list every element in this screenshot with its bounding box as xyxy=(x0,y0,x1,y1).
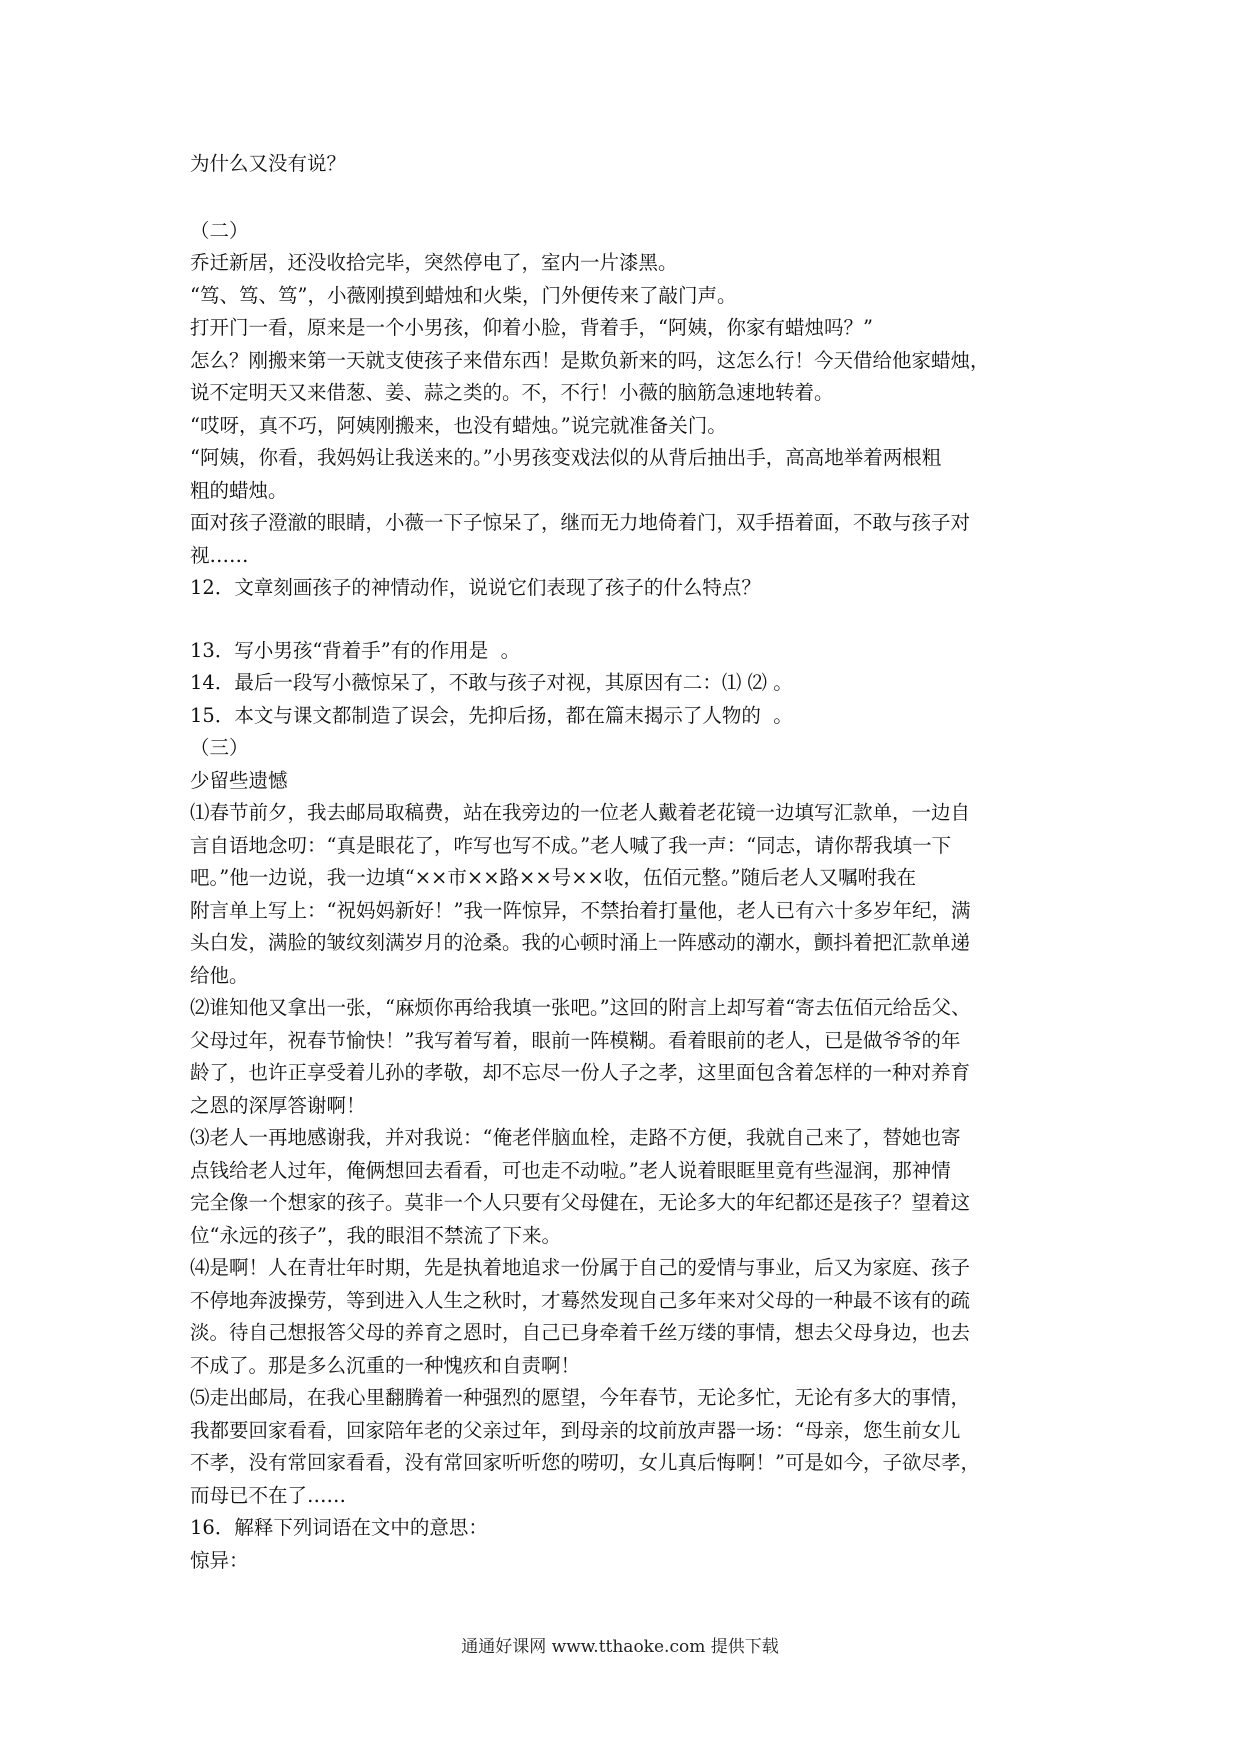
question-14: 14．最后一段写小薇惊呆了，不敢与孩子对视，其原因有二：⑴ ⑵ 。 xyxy=(190,671,793,694)
section-2-paragraph: 打开门一看，原来是一个小男孩，仰着小脸，背着手，“阿姨，你家有蜡烛吗？” xyxy=(190,316,873,339)
passage-line: ⑵谁知他又拿出一张，“麻烦你再给我填一张吧。”这回的附言上却写着“寄去伍佰元给岳父、 xyxy=(190,996,971,1019)
answer-space xyxy=(190,605,1065,635)
passage-line: 不成了。那是多么沉重的一种愧疚和自责啊！ xyxy=(190,1353,581,1377)
section-2-paragraph: 说不定明天又来借葱、姜、蒜之类的。不，不行！小薇的脑筋急速地转着。 xyxy=(190,381,834,404)
section-2-paragraph: 怎么？刚搬来第一天就支使孩子来借东西！是欺负新来的吗，这怎么行！今天借给他家蜡烛， xyxy=(190,348,990,372)
passage-line: 龄了，也许正享受着儿孙的孝敬，却不忘尽一份人子之孝，这里面包含着怎样的一种对养育 xyxy=(190,1061,971,1084)
question-15: 15．本文与课文都制造了误会，先抑后扬，都在篇末揭示了人物的 。 xyxy=(190,703,793,727)
passage-line: 我都要回家看看，回家陪年老的父亲过年，到母亲的坟前放声器一场：“母亲，您生前女儿 xyxy=(190,1418,961,1442)
passage-line: 不孝，没有常回家看看，没有常回家听听您的唠叨，女儿真后悔啊！”可是如今，子欲尽孝， xyxy=(190,1451,980,1474)
question-12: 12．文章刻画孩子的神情动作，说说它们表现了孩子的什么特点？ xyxy=(190,576,761,599)
passage-line: 附言单上写上：“祝妈妈新好！”我一阵惊异，不禁抬着打量他，老人已有六十多岁年纪，满 xyxy=(190,898,971,922)
document-body xyxy=(190,148,1065,1577)
section-2-paragraph: “阿姨，你看，我妈妈让我送来的。”小男孩变戏法似的从背后抽出手，高高地举着两根粗 xyxy=(190,446,942,469)
passage-line: ⑸走出邮局，在我心里翻腾着一种强烈的愿望，今年春节，无论多忙，无论有多大的事情， xyxy=(190,1386,971,1409)
passage-line: 吧。”他一边说，我一边填“××市××路××号××收，伍佰元整。”随后老人又嘱咐我在 xyxy=(190,866,917,889)
passage-line: 位“永远的孩子”，我的眼泪不禁流了下来。 xyxy=(190,1223,561,1247)
section-2-heading: （二） xyxy=(190,218,249,242)
passage-line: 之恩的深厚答谢啊！ xyxy=(190,1093,366,1117)
intro-line: 为什么又没有说？ xyxy=(190,152,347,175)
page-footer: 通通好课网 www.tthaoke.com 提供下载 xyxy=(461,1637,779,1657)
passage-line: 言自语地念叨：“真是眼花了，咋写也写不成。”老人喊了我一声：“同志，请你帮我填一下 xyxy=(190,833,952,857)
spacer xyxy=(190,181,1065,215)
section-2-paragraph: “笃、笃、笃”，小薇刚摸到蜡烛和火柴，门外便传来了敲门声。 xyxy=(190,283,737,307)
section-2-paragraph: 粗的蜡烛。 xyxy=(190,478,288,502)
passage-title: 少留些遗憾 xyxy=(190,768,288,792)
passage-line: 给他。 xyxy=(190,963,249,987)
section-2-paragraph: “哎呀，真不巧，阿姨刚搬来，也没有蜡烛。”说完就准备关门。 xyxy=(190,413,727,437)
passage-line: 点钱给老人过年，俺俩想回去看看，可也走不动啦。”老人说着眼眶里竟有些湿润，那神情 xyxy=(190,1158,951,1182)
passage-line: ⑷是啊！人在青壮年时期，先是执着地追求一份属于自己的爱情与事业，后又为家庭、孩子 xyxy=(190,1256,971,1279)
passage-line: 完全像一个想家的孩子。莫非一个人只要有父母健在，无论多大的年纪都还是孩子？望着这 xyxy=(190,1191,971,1214)
passage-line: 淡。待自己想报答父母的养育之恩时，自己已身牵着千丝万缕的事情，想去父母身边，也去 xyxy=(190,1321,971,1344)
passage-line: 父母过年，祝春节愉快！”我写着写着，眼前一阵模糊。看着眼前的老人，已是做爷爷的年 xyxy=(190,1028,961,1052)
passage-line: 而母已不在了…… xyxy=(190,1483,347,1507)
section-2-paragraph: 乔迁新居，还没收拾完毕，突然停电了，室内一片漆黑。 xyxy=(190,251,678,274)
question-16-term: 惊异： xyxy=(190,1548,249,1572)
section-2-paragraph: 面对孩子澄澈的眼睛，小薇一下子惊呆了，继而无力地倚着门，双手捂着面，不敢与孩子对 xyxy=(190,511,971,534)
section-3-heading: （三） xyxy=(190,736,249,759)
passage-line: 不停地奔波操劳，等到进入人生之秋时，才蓦然发现自己多年来对父母的一种最不该有的疏 xyxy=(190,1288,971,1312)
section-2-paragraph: 视…… xyxy=(190,543,249,567)
question-16: 16．解释下列词语在文中的意思： xyxy=(190,1516,488,1539)
passage-line: 头白发，满脸的皱纹刻满岁月的沧桑。我的心顿时涌上一阵感动的潮水，颤抖着把汇款单递 xyxy=(190,931,971,954)
passage-line: ⑴春节前夕，我去邮局取稿费，站在我旁边的一位老人戴着老花镜一边填写汇款单，一边自 xyxy=(190,801,971,824)
question-13: 13．写小男孩“背着手”有的作用是 。 xyxy=(190,638,521,662)
passage-line: ⑶老人一再地感谢我，并对我说：“俺老伴脑血栓，走路不方便，我就自己来了，替她也寄 xyxy=(190,1126,961,1149)
